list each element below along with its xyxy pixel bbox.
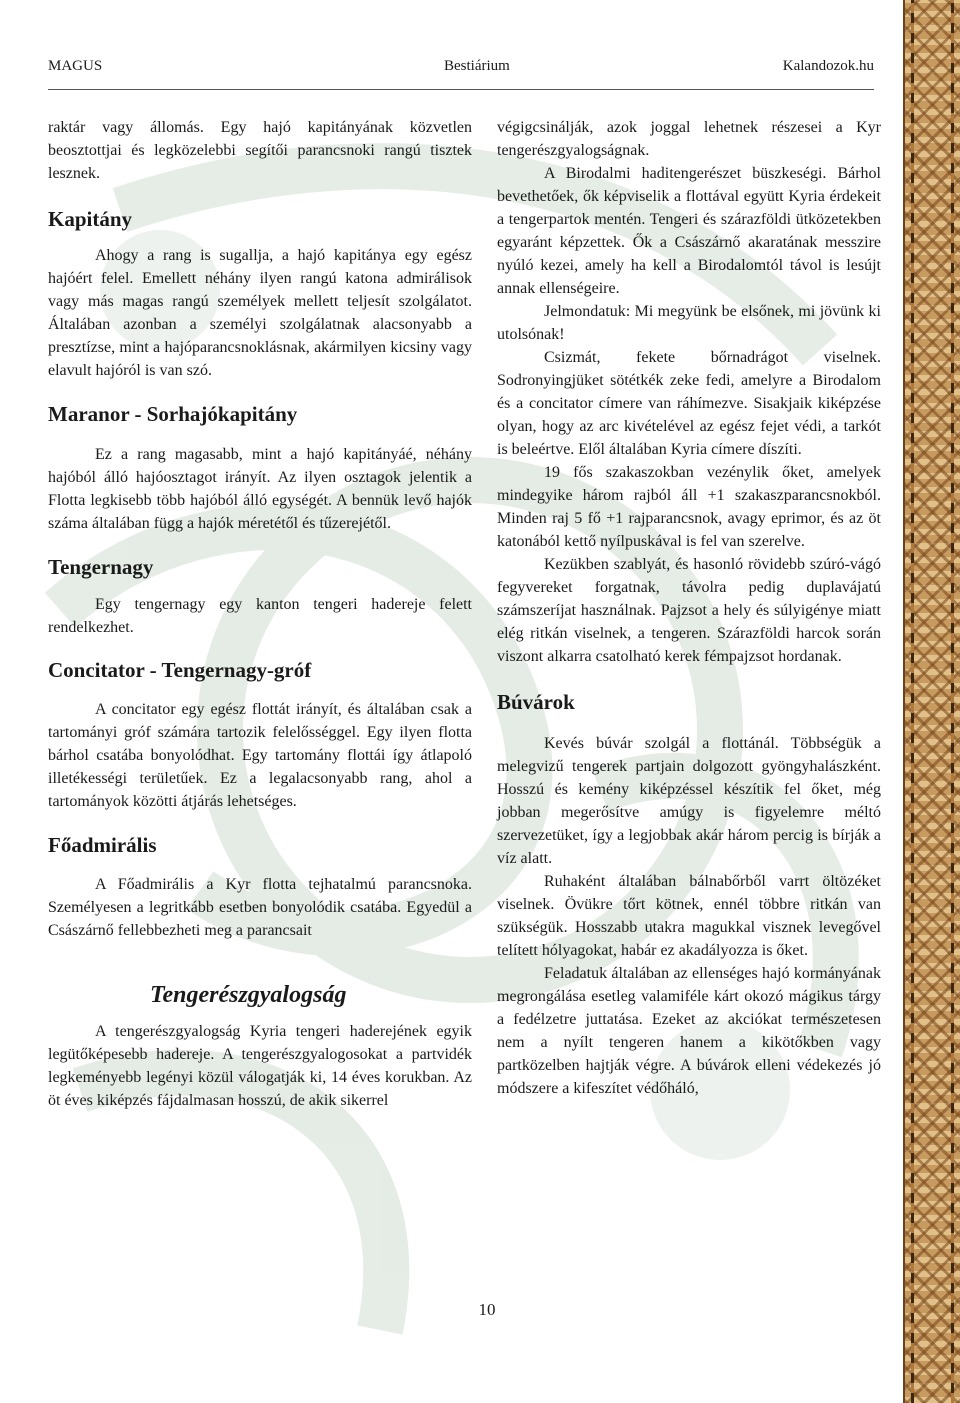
heading-concitator: Concitator - Tengernagy-gróf: [48, 658, 312, 682]
paragraph-maranor: Ez a rang magasabb, mint a hajó kapitányáé, néhány hajóból álló hajóosztagot irányít. Az ilyen osztagok jelentik a Flotta legkisebb több hajóból álló egységét. A bennük levő hajók száma általában függ a hajók méretétől és tűzerejétől.: [48, 446, 472, 532]
header-left: MAGUS: [48, 58, 103, 74]
heading-tengernagy: Tengernagy: [48, 555, 154, 579]
right-column: [497, 116, 881, 1100]
paragraph-tengernagy: Egy tengernagy egy kanton tengeri hadereje felett rendelkezhet.: [48, 596, 472, 636]
paragraph-buvarok-1: Kevés búvár szolgál a flottánál. Többségük a melegvizű tengerek partjain dolgozott gyöngyhalászként. Hosszú és kemény kiképzéssel készítik fel őket, még jobban megerősítve amúgy is figyelemre méltó szervezetüket, így a legjobbak akár három percig is bírják a víz alatt.: [497, 735, 881, 867]
header-center: Bestiárium: [444, 58, 510, 74]
header-rule: [48, 89, 874, 90]
left-column: [48, 116, 472, 1112]
paragraph-r5: 19 fős szakaszokban vezénylik őket, amelyek mindegyike három rajból áll +1 szakaszparancsnokból. Minden raj 5 fő +1 rajparancsnok, avagy eprimor, és az öt katonából kettő nyílpuskával is fel van szerelve.: [497, 464, 881, 550]
heading-maranor: Maranor - Sorhajókapitány: [48, 402, 298, 426]
page-header: [48, 58, 874, 78]
paragraph-buvarok-3: Feladatuk általában az ellenséges hajó kormányának megrongálása esetleg valamiféle kárt okozó mágikus tárgy a fedélzetre juttatása. Ezeket az akciókat természetesen nem a nyílt tengeren hanem a kikötőkben vagy partközelben hajtják végre. A búvárok elleni védekezés jó módszere a kifeszítet védőháló,: [497, 965, 881, 1097]
paragraph-r1: végigcsinálják, azok joggal lehetnek részesei a Kyr tengerészgyalogságnak.: [497, 119, 881, 159]
paragraph-r3: Jelmondatuk: Mi megyünk be elsőnek, mi jövünk ki utolsónak!: [497, 303, 881, 343]
paragraph-tengereszgyalogsag: A tengerészgyalogság Kyria tengeri haderejének egyik legütőképesebb hadereje. A tengerészgyalogosokat a partvidék legkeményebb legényi közül válogatják ki, 14 éves korukban. Az öt éves kiképzés fájdalmasan hosszú, de akik sikerrel: [48, 1023, 472, 1109]
paragraph-r2: A Birodalmi haditengerészet büszkeségi. Bárhol bevethetőek, ők képviselik a flottával együtt Kyria érdekeit a tengerpartok mentén. Tengeri és szárazföldi ütközetekben egyaránt képzettek. Ők a Császárnő akaratának messzire nyúló kezei, amely ha kell a Birodalomtól távol is lesújt annak ellenségeire.: [497, 165, 881, 297]
paragraph-foadmiralis: A Főadmirális a Kyr flotta tejhatalmú parancsnoka. Személyesen a legritkább esetben bonyolódik csatába. Egyedül a Császárnő fellebbezheti meg a parancsait: [48, 876, 472, 939]
paragraph-concitator: A concitator egy egész flottát irányít, és általában csak a tartományi gróf számára tartozik felelősséggel. Egy ilyen flotta bárhol csatába bonyolódhat. Egy tartomány flottái így átlapoló illetékességi területűek. Ez a legalacsonyabb rang, ahol a tartományok közötti átjárás lehetséges.: [48, 701, 472, 810]
paragraph-kapitany: Ahogy a rang is sugallja, a hajó kapitánya egy egész hajóért felel. Emellett néhány ilyen rangú katona admirálisok vagy más magas rangú személyek mellett teljesít szolgálatot. Általában azonban a személyi szolgálatnak alacsonyabb a presztízse, mint a hajóparancsnoklásnak, akármilyen kicsiny vagy elavult hajóról is van szó.: [48, 247, 472, 379]
heading-foadmiralis: Főadmirális: [48, 833, 157, 857]
header-right: Kalandozok.hu: [782, 58, 874, 74]
intro-paragraph: raktár vagy állomás. Egy hajó kapitányának közvetlen beosztottjai és legközelebbi segítői parancsnoki rangú tisztek lesznek.: [48, 119, 472, 182]
ornamental-border: [903, 0, 960, 1403]
heading-buvarok: Búvárok: [497, 690, 575, 714]
heading-tengereszgyalogsag: Tengerészgyalogság: [150, 982, 347, 1008]
page-number: 10: [478, 1300, 496, 1319]
heading-kapitany: Kapitány: [48, 207, 133, 231]
paragraph-r6: Kezükben szablyát, és hasonló rövidebb szúró-vágó fegyvereket forgatnak, távolra pedig duplavájatú számszeríjat használnak. Pajzsot a hely és súlyigénye miatt elég ritkán viselnek, a tengeren. Szárazföldi harcok során viszont alkarra csatolható kerek fémpajzsot hordanak.: [497, 556, 881, 665]
paragraph-buvarok-2: Ruhaként általában bálnabőrből varrt öltözéket viselnek. Övükre tőrt kötnek, ennél többre ritkán van szükségük. Hosszabb utakra magukkal visznek levegővel telített hólyagokat, habár ez akadályozza is őket.: [497, 873, 881, 959]
paragraph-r4: Csizmát, fekete bőrnadrágot viselnek. Sodronyingjüket sötétkék zeke fedi, amelyre a Birodalom és a concitator címere van ráhímezve. Sisakjaik kiképzése olyan, hogy az arc kivételével az egész fejet védi, a tarkót is beleértve. Elől általában Kyria címere díszíti.: [497, 349, 881, 458]
